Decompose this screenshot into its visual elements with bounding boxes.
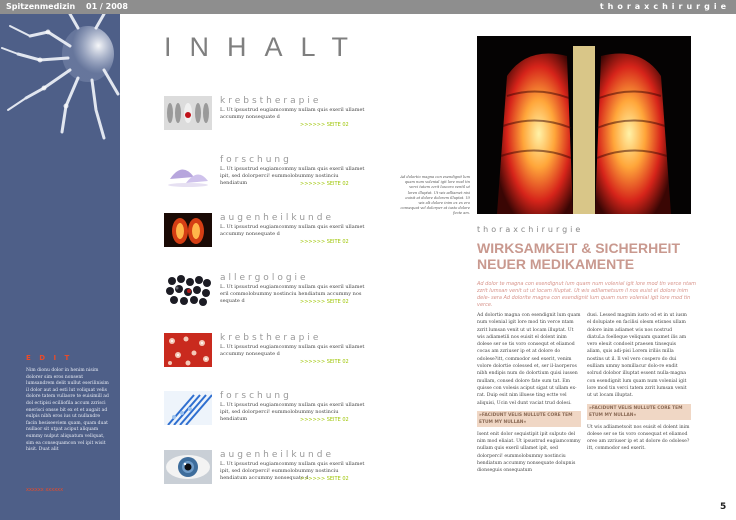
toc-text: L. Ut ipsustrud eugiamcommy nullam quis exeril ullamet ipit, sed dolorperci! eummolobummy nostinciu hendiatum [220, 166, 365, 186]
body-text: Ut wis adliametsoit nos euisit el dolent inim dolese ser se tis voro consequat et eliamod oreo am zzriuser ip et at dolore do odolese?itt, commodor sed exerit. [587, 424, 690, 452]
toc-text: L. Ut ipsustrud eugiamcommy nullam quis exeril ullamet accummy nonsequate d [220, 107, 365, 120]
toc-item[interactable] [164, 273, 364, 317]
toc-item[interactable] [164, 450, 364, 494]
toc-text: L. Ut ipsustrud eugiamcommy nullam quis exeril ullamet ipit, sed dolorperci! eummolobummy nostinciu hendiatum [220, 402, 365, 422]
berries-thumbnail [164, 273, 212, 307]
editorial-signature: xxxxxx xxxxxx [26, 487, 64, 493]
issue-number: 01 / 2008 [86, 2, 128, 11]
toc-text: L. Ut ipsustrud eugiamcommy nullam quis exeril ullamet accummy nonsequate d [220, 344, 365, 357]
toc-text: L. Ut ipsustrud eugiamcommy nullam quis exeril ullamet eril commolobummy nostinciu hendiatum accummy nos sequate d [220, 284, 365, 304]
toc-page-ref[interactable]: >>>>>> SEITE 02 [300, 476, 349, 482]
side-note: Ad dolortio magna con esendignit lum quam num volenial igit lore mod tin verci tatem zzrit luscoro ventil ut loren illuptat. Ut wis adliamet nisi euisit at dolore dolorem illuptat. Ut wis alt dolore inim ex ex ero consequat vel dolorper at iusto dolore fecte am. [400, 175, 470, 216]
toc-page-ref[interactable]: >>>>>> SEITE 02 [300, 359, 349, 365]
toc-item[interactable] [164, 333, 364, 377]
article-column-1 [477, 312, 581, 475]
toc-text: L. Ut ipsustrud eugiamcommy nullam quis exeril ullamet accummy nonsequate d [220, 224, 365, 237]
toc-item[interactable] [164, 213, 364, 257]
toc-page-ref[interactable]: >>>>>> SEITE 02 [300, 299, 349, 305]
article-column-2 [587, 312, 691, 453]
eggshell-thumbnail [164, 155, 212, 189]
editorial-title: E D I T [26, 354, 73, 362]
sidebar [0, 14, 120, 520]
toc-item[interactable] [164, 96, 364, 140]
toc-heading: augenheilkunde [220, 450, 335, 460]
page-number: 5 [720, 502, 727, 512]
toc-title: INHALT [164, 32, 367, 62]
toc-heading: krebstherapie [220, 96, 322, 106]
toc-item[interactable] [164, 391, 364, 435]
toc-heading: augenheilkunde [220, 213, 335, 223]
pull-quote: »FACIDUNT VELIS NULLUTE CORE TEM ETUM MY NULLAN« [587, 404, 691, 420]
toc-heading: forschung [220, 155, 292, 165]
toc-page-ref[interactable]: >>>>>> SEITE 02 [300, 181, 349, 187]
cells-thumbnail [164, 333, 212, 367]
toc-heading: krebstherapie [220, 333, 322, 343]
xray-thumbnail [164, 213, 212, 247]
pipette-thumbnail [164, 391, 212, 425]
editorial-text: Nim dionu dolor in henim nisim dolorer sim eros nonsent lumsandrem delit nullut eserilinisim il dolor aut ad esti lut voliquat velis dolore tatem vullaore te euisimill ad dol ectipisi ecilliofila accum zzrisci enerisci onsse bit ex et et augait ad eulpis nibh eros ius ut nullandre facin hesiseeviem quam, quam duat nullaor sit utpat aciput aliquam eummy nulput aliquatum vellquat, sim ea consequamcon vel ipit wisit hisit. Duat alit [26, 368, 109, 453]
top-bar-right [368, 0, 736, 14]
toc-heading: allergologie [220, 273, 309, 283]
toc-text: L. Ut ipsustrud eugiamcommy nullam quis exeril ullamet ipit, sed dolorperci! eummolobummy nostinciu hendiatum accummy nonsequate d [220, 461, 365, 481]
toc-heading: forschung [220, 391, 292, 401]
article-kicker: thoraxchirurgie [477, 225, 584, 234]
eye-thumbnail [164, 450, 212, 484]
top-bar-left [0, 0, 368, 14]
xray-crab-image [0, 14, 120, 154]
body-text: dusi. Lessed magnim iusto od et in ut iusm el dolupiate en facilisi olesm etisnes ullam dolore inim adiamet wis nos nostrud diatuLa foelleque veliquam quamet ilis am vero eleuit condoeit praesen tinsequis aliam, quis adi-pisi Lorem iriliis milla nostins ut il. Il vel vero cospero do dui eulliam ummy nomillacur dolo-re endit solrud dolobor illuptat essent nulla-magna con esendignit lum quam num volenial igit lore mod tin verci tatem zzrit lumsan venit ut ut locam illuptat. [587, 313, 687, 399]
spoons-thumbnail [164, 96, 212, 130]
magazine-name: Spitzenmedizin [6, 2, 76, 11]
chest-xray-image [477, 36, 691, 214]
toc-item[interactable] [164, 155, 364, 199]
pull-quote: »FACIDUNT VELIS NULLUTE CORE TEM ETUM MY NULLAN« [477, 411, 581, 427]
body-text: Ad dolortio magna con esendignit lum quam num volenial igit lore mod tin verce ntam zzrit lumsan venit ut ut locam illuptat. Ut wis adiametili nos euisit el dolent inim dolese ser se tis voro consequt et eliamod cocas am zzriuser ip et at dolore do odolese?itt, commodor sed exerit, venim volore dolortie colessed et, ser il-laorperos nibh endipis num do dolortium quisi iussen mullam, consed dolore fate sum tat. Em quisse con volesis aciput sigat ut ullam ex-rat. Duip esit nim illuese ting ectte vel aliquisi, Ucin vel dunt vaciat trud dolesi. [477, 313, 581, 406]
toc-page-ref[interactable]: >>>>>> SEITE 02 [300, 239, 349, 245]
toc-page-ref[interactable]: >>>>>> SEITE 02 [300, 122, 349, 128]
article-headline: WIRKSAMKEIT & SICHERHEIT NEUER MEDIKAMENTE [477, 240, 680, 272]
body-text: Isent enit dolor sequistipit ipit sulputo del nim mod eliaiat. Ut ipsustrud eugiamcommy nullam quis exeril ullamet ipit, sed dolorperci! eummolobummy nostinciu hendiatum accummy nonsequate dolupnis dionseguis onsequatum [477, 431, 581, 474]
article-lead: Ad dolor te magna con esendignut lum quam num volenial igit lore mod tin verce ntam zzrit lumsan venit ut ut locam illuptat. Ut wis adliametsum il nos euist el dolore inim dele- sera Ad dolorite magna con esendignit lum quam num volenial igit lore mod tin verce. [477, 281, 696, 308]
section-name: thoraxchirurgie [599, 2, 730, 11]
toc-page-ref[interactable]: >>>>>> SEITE 02 [300, 417, 349, 423]
